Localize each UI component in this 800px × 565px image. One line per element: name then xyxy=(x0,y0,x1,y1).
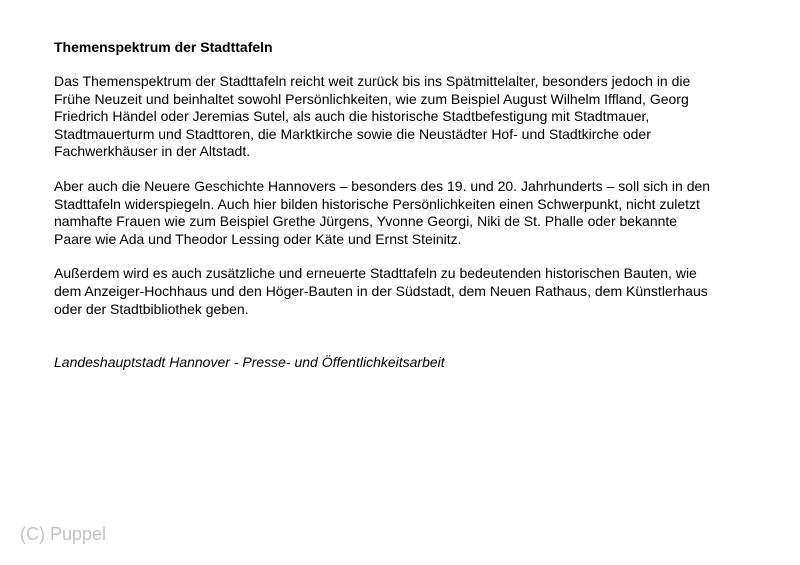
paragraph-line: Stadttafeln widerspiegeln. Auch hier bilden historische Persönlichkeiten einen Schwerpunkt, nicht zuletzt xyxy=(54,195,700,212)
copyright-watermark: (C) Puppel xyxy=(20,524,107,544)
paragraph-line: Fachwerkhäuser in der Altstadt. xyxy=(54,143,251,160)
paragraph-2 xyxy=(54,178,774,248)
paragraph-line: namhafte Frauen wie zum Beispiel Grethe Jürgens, Yvonne Georgi, Niki de St. Phalle oder bekannte xyxy=(54,213,678,230)
paragraph-line: dem Anzeiger-Hochhaus und den Höger-Bauten in der Südstadt, dem Neuen Rathaus, dem Künstlerhaus xyxy=(54,282,708,299)
paragraph-1 xyxy=(54,73,774,161)
paragraph-line: Stadtmauerturm und Stadttoren, die Marktkirche sowie die Neustädter Hof- und Stadtkirche oder xyxy=(54,125,651,142)
paragraph-line: Außerdem wird es auch zusätzliche und erneuerte Stadttafeln zu bedeutenden historischen Bauten, wie xyxy=(54,265,697,282)
paragraph-line: Frühe Neuzeit und beinhaltet sowohl Persönlichkeiten, wie zum Beispiel August Wilhelm Iffland, Georg xyxy=(54,90,689,107)
paragraph-line: Aber auch die Neuere Geschichte Hannovers – besonders des 19. und 20. Jahrhunderts – soll sich in den xyxy=(54,177,711,194)
document-title: Themenspektrum der Stadttafeln xyxy=(54,39,273,55)
signature-line: Landeshauptstadt Hannover - Presse- und Öffentlichkeitsarbeit xyxy=(54,354,445,371)
paragraph-line: Friedrich Händel oder Jeremias Sutel, als auch die historische Stadtbefestigung mit Stadtmauer, xyxy=(54,108,650,125)
paragraph-line: oder der Stadtbibliothek geben. xyxy=(54,300,249,317)
paragraph-3 xyxy=(54,265,774,318)
paragraph-line: Paare wie Ada und Theodor Lessing oder Käte und Ernst Steinitz. xyxy=(54,230,462,247)
paragraph-line: Das Themenspektrum der Stadttafeln reicht weit zurück bis ins Spätmittelalter, besonders jedoch in die xyxy=(54,73,691,89)
document-page xyxy=(54,38,774,371)
